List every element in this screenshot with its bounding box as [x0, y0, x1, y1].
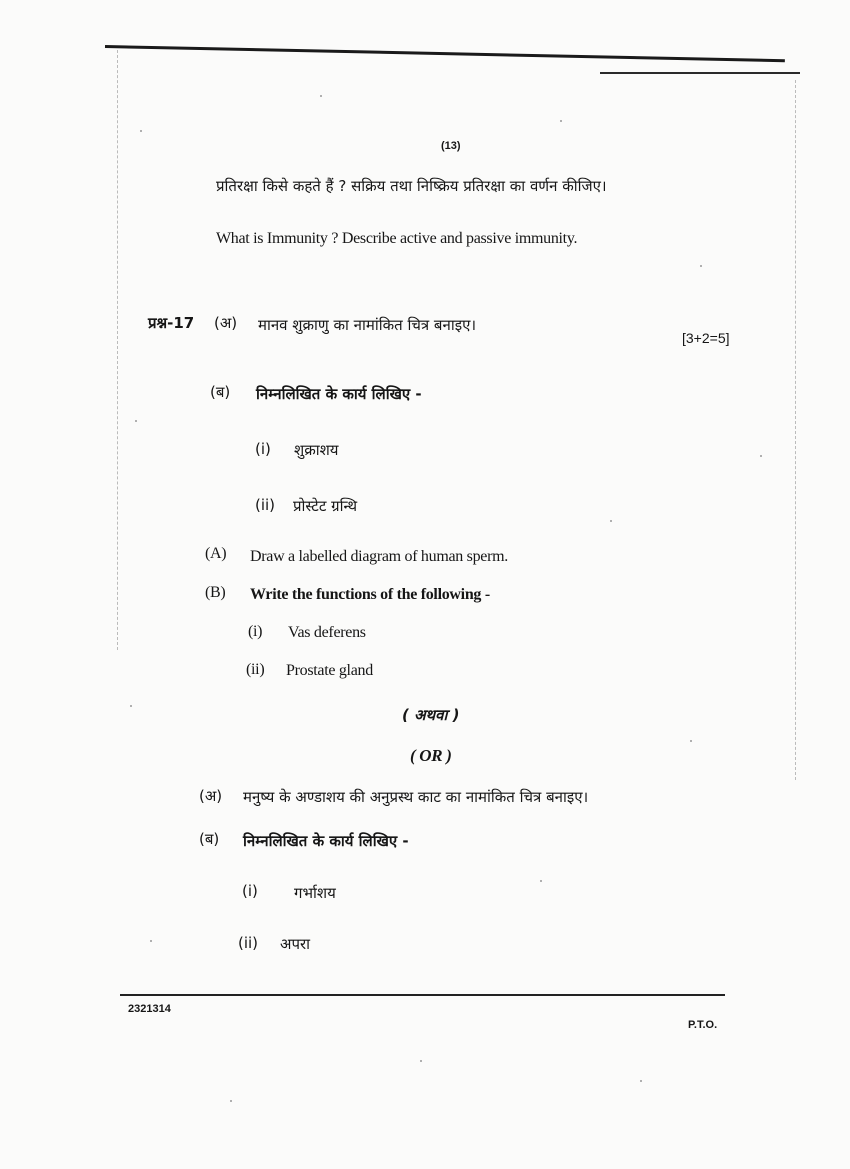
q17-B-item-text: Prostate gland: [286, 662, 373, 679]
q16-or-english: What is Immunity ? Describe active and passive immunity.: [216, 230, 578, 247]
q17-B-item-marker: (i): [248, 623, 263, 640]
scan-speck: [560, 120, 562, 122]
alt-b-item-marker: (ii): [238, 934, 259, 952]
page-number: (13): [441, 140, 461, 152]
q17-A-marker: (A): [205, 545, 227, 562]
top-border-line: [105, 45, 785, 62]
q17-a-marker: (अ): [214, 314, 238, 332]
paper-code: 2321314: [128, 1003, 171, 1015]
scan-speck: [690, 740, 692, 742]
scan-speck: [140, 130, 142, 132]
scan-speck: [760, 455, 762, 457]
q17-B-item-text: Vas deferens: [288, 624, 366, 641]
scan-speck: [230, 1100, 232, 1102]
alt-b-item-text: अपरा: [280, 935, 311, 953]
scan-speck: [610, 520, 612, 522]
scan-speck: [540, 880, 542, 882]
q17-b-marker: (ब): [210, 383, 231, 401]
scan-speck: [420, 1060, 422, 1062]
left-scan-edge: [117, 50, 119, 650]
q17-B-item-marker: (ii): [246, 661, 265, 678]
scan-speck: [150, 940, 152, 942]
q17-A-english: Draw a labelled diagram of human sperm.: [250, 548, 508, 565]
scan-speck: [640, 1080, 642, 1082]
top-border-line-right: [600, 72, 800, 74]
q17-b-hindi: निम्नलिखित के कार्य लिखिए -: [256, 385, 422, 403]
or-divider-english: ( OR ): [410, 746, 452, 765]
scan-speck: [130, 705, 132, 707]
scan-speck: [320, 95, 322, 97]
pto-label: P.T.O.: [688, 1019, 718, 1031]
right-scan-edge: [795, 80, 797, 780]
q17-b-item-marker: (i): [255, 440, 271, 458]
alt-b-marker: (ब): [199, 830, 220, 848]
question-number: प्रश्न-17: [148, 314, 195, 332]
q17-B-marker: (B): [205, 584, 226, 601]
footer-rule: [120, 994, 725, 996]
q17-B-english: Write the functions of the following -: [250, 586, 490, 603]
alt-a-hindi: मनुष्य के अण्डाशय की अनुप्रस्थ काट का नामांकित चित्र बनाइए।: [243, 788, 589, 806]
scan-speck: [700, 265, 702, 267]
q17-a-hindi: मानव शुक्राणु का नामांकित चित्र बनाइए।: [258, 316, 477, 334]
q16-or-hindi: प्रतिरक्षा किसे कहते हैं ? सक्रिय तथा निष्क्रिय प्रतिरक्षा का वर्णन कीजिए।: [216, 177, 607, 195]
q17-b-item-marker: (ii): [255, 496, 276, 514]
alt-a-marker: (अ): [199, 787, 223, 805]
alt-b-item-marker: (i): [242, 882, 258, 900]
q17-b-item-text: प्रोस्टेट ग्रन्थि: [293, 497, 358, 515]
q17-b-item-text: शुक्राशय: [294, 441, 339, 459]
marks-badge: [3+2=5]: [682, 330, 730, 346]
scan-speck: [135, 420, 137, 422]
alt-b-item-text: गर्भाशय: [294, 884, 336, 902]
or-divider-hindi: ( अथवा ): [402, 706, 460, 724]
alt-b-hindi: निम्नलिखित के कार्य लिखिए -: [243, 832, 409, 850]
